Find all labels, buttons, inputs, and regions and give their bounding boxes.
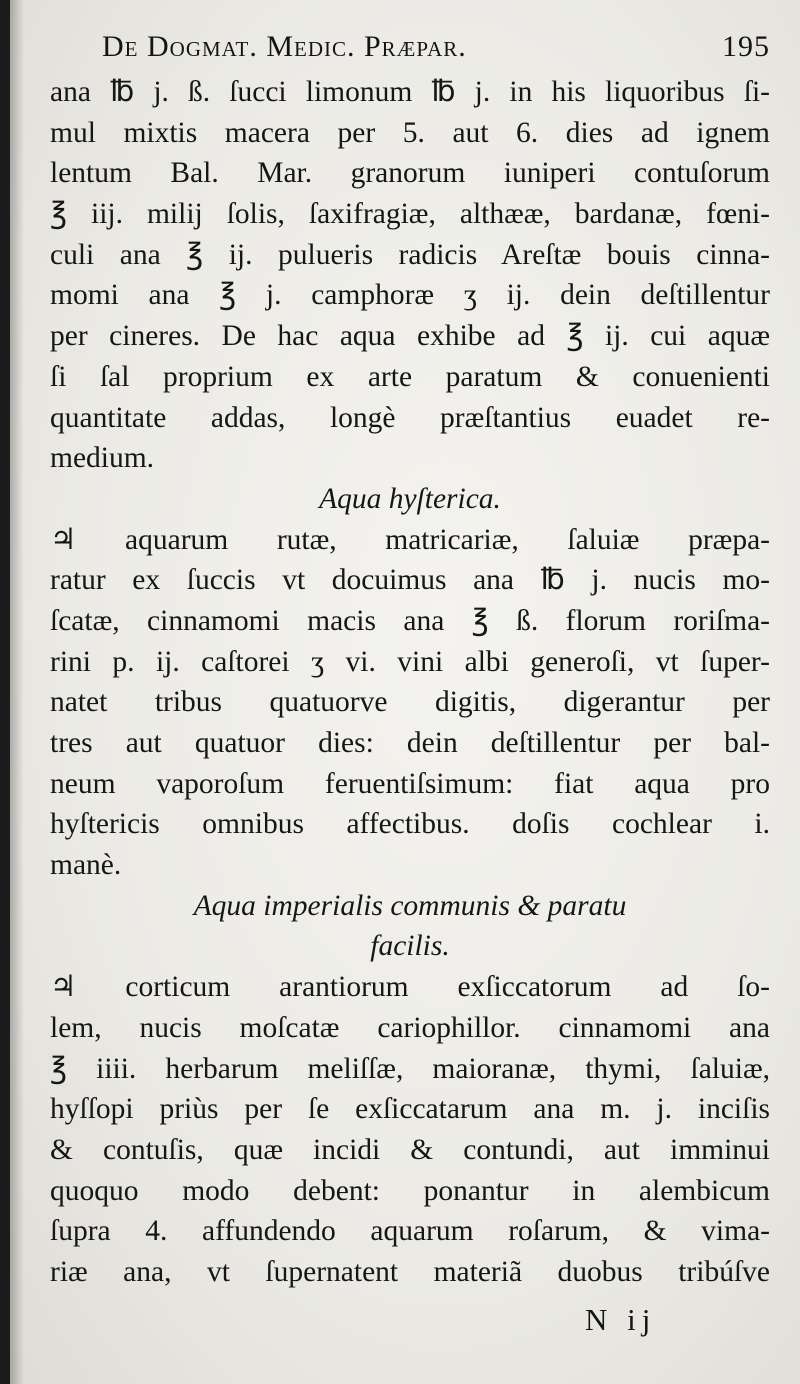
text-line: culi ana ℥ ij. pulueris radicis Areſtæ bouis cinna-	[50, 238, 770, 271]
text-line: ratur ex ſuccis vt docuimus ana ℔ j. nucis mo-	[50, 564, 770, 597]
text-line: rini p. ij. caſtorei ʒ vi. vini albi generoſi, vt ſuper-	[50, 645, 770, 678]
text-line: & contuſis, quæ incidi & contundi, aut imminui	[50, 1133, 770, 1166]
section-heading: Aqua imperialis communis & paratu	[193, 889, 627, 922]
text-line: lentum Bal. Mar. granorum iuniperi contuſorum	[50, 157, 770, 190]
book-page	[10, 0, 800, 1384]
text-line: manè.	[50, 849, 122, 882]
text-line: lem, nucis moſcatæ cariophillor. cinnamomi ana	[50, 1011, 770, 1044]
text-line: ♃ corticum arantiorum exſiccatorum ad ſo-	[50, 971, 770, 1004]
text-line: per cineres. De hac aqua exhibe ad ℥ ij. cui aquæ	[50, 320, 770, 353]
text-line: hyſſopi priùs per ſe exſiccatarum ana m. j. inciſis	[50, 1093, 770, 1126]
text-line: mul mixtis macera per 5. aut 6. dies ad ignem	[50, 116, 770, 149]
running-header	[102, 30, 770, 70]
text-line: hyſtericis omnibus affectibus. doſis cochlear i.	[50, 808, 770, 841]
text-line: ſi ſal proprium ex arte paratum & conuenienti	[50, 360, 770, 393]
text-line: ♃ aquarum rutæ, matricariæ, ſaluiæ præpa-	[50, 523, 770, 556]
text-line: neum vaporoſum feruentiſsimum: fiat aqua pro	[50, 767, 770, 800]
text-line: ſupra 4. affundendo aquarum roſarum, & vima-	[50, 1215, 770, 1248]
text-body	[50, 72, 770, 1293]
page-number: 195	[722, 30, 770, 63]
signature-mark: N ij	[585, 1302, 657, 1337]
section-heading: facilis.	[370, 930, 450, 963]
text-line: momi ana ℥ j. camphoræ ʒ ij. dein deſtillentur	[50, 279, 770, 312]
text-line: ſcatæ, cinnamomi macis ana ℥ ß. florum roriſma-	[50, 604, 770, 637]
text-line: ℥ iiii. herbarum meliſſæ, maioranæ, thymi, ſaluiæ,	[50, 1052, 770, 1085]
running-title: De Dogmat. Medic. Præpar.	[102, 30, 467, 63]
text-line: riæ ana, vt ſupernatent materiã duobus tribúſve	[50, 1255, 770, 1288]
text-line: quantitate addas, longè præſtantius euadet re-	[50, 401, 770, 434]
text-line: natet tribus quatuorve digitis, digerantur per	[50, 686, 770, 719]
text-line: ana ℔ j. ß. ſucci limonum ℔ j. in his liquoribus ſi-	[50, 76, 770, 108]
text-line: ℥ iij. milij ſolis, ſaxifragiæ, althææ, bardanæ, fœni-	[50, 198, 770, 231]
text-line: quoquo modo debent: ponantur in alembicum	[50, 1174, 770, 1207]
text-line: medium.	[50, 442, 155, 475]
section-heading: Aqua hyſterica.	[319, 482, 501, 515]
text-line: tres aut quatuor dies: dein deſtillentur per bal-	[50, 727, 770, 759]
